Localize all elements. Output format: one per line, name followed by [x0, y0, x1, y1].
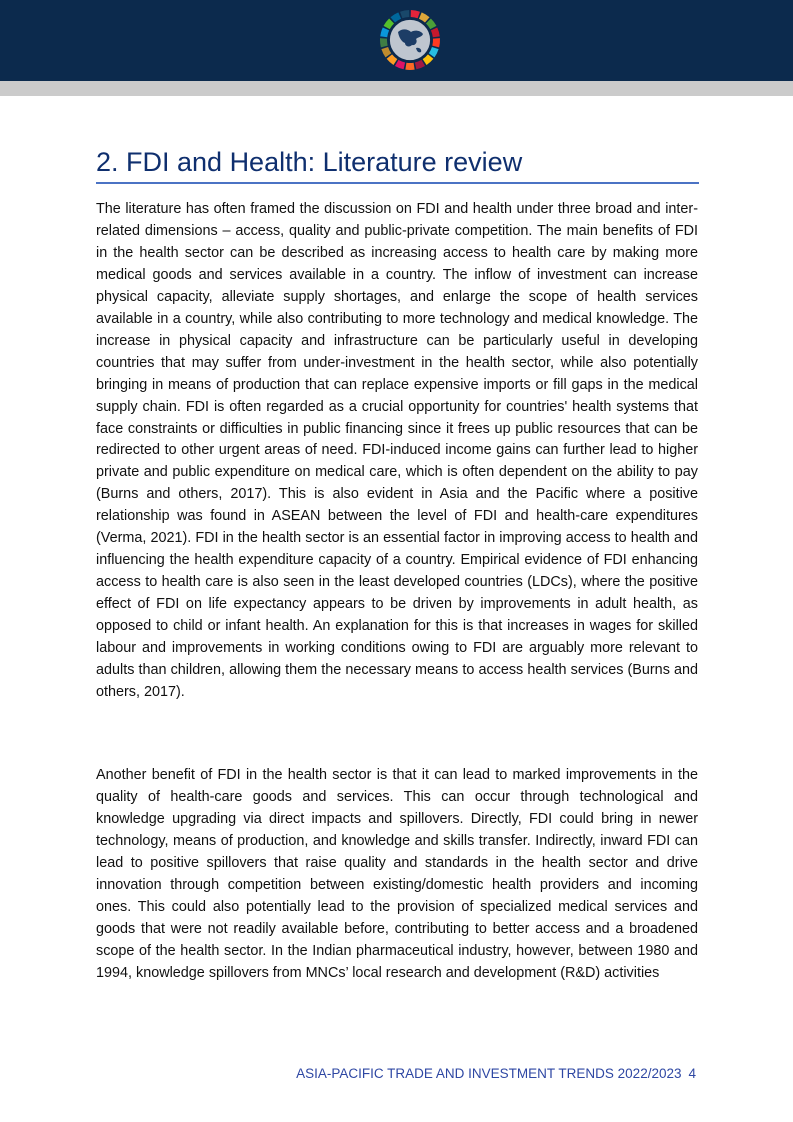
logo-ring-segment	[432, 38, 440, 47]
logo-ring-segment	[381, 47, 391, 57]
logo-ring-segment	[423, 54, 434, 65]
body-paragraph-1: The literature has often framed the discussion on FDI and health under three broad and inter-related dimensions – access, quality and public-private competition. The main benefits of FDI in the health sector can be described as increasing access to health care by making more medical goods and services available in a country. The inflow of investment can increase physical capacity, alleviate supply shortages, and enlarge the scope of health services available in a country, while also contributing to more technology and medical knowledge. The increase in physical capacity and infrastructure can be particularly useful in developing countries that may suffer from under-investment in the health sector, while also potentially bringing in means of production that can replace expensive imports or fill gaps in the medical supply chain. FDI is often regarded as a crucial opportunity for countries' health systems that face constraints or difficulties in public financing since it frees up public resources that can be redirected to other urgent areas of need. FDI-induced income gains can further lead to higher private and public expenditure on medical care, which is often dependent on the ability to pay (Burns and others, 2017). This is also evident in Asia and the Pacific where a positive relationship was found in ASEAN between the level of FDI and health-care expenditures (Verma, 2021). FDI in the health sector is an essential factor in improving access to health and influencing the health expenditure capacity of a country. Empirical evidence of FDI enhancing access to health care is also seen in the least developed countries (LDCs), where the positive effect of FDI on life expectancy appears to be driven by improvements in adult health, as opposed to child or infant health. An explanation for this is that increases in wages for skilled labour and improvements in working conditions owing to FDI are arguably more relevant to adults than children, allowing them the necessary means to access health services (Burns and others, 2017).	[96, 201, 698, 700]
page-number: 4	[688, 1066, 696, 1081]
logo-ring-segment	[415, 60, 425, 69]
logo-ring-segment	[405, 63, 414, 70]
logo-ring-segment	[429, 47, 439, 57]
logo-ring-segment	[419, 12, 430, 22]
logo-ring-segment	[426, 18, 436, 29]
logo-ring-segment	[387, 54, 398, 65]
body-paragraph-2: Another benefit of FDI in the health sector is that it can lead to marked improvements in the quality of health-care goods and services. This can occur through technological and knowledge upgrading via direct impacts and spillovers. Directly, FDI could bring in newer technology, means of production, and knowledge and skills transfer. Indirectly, inward FDI can lead to positive spillovers that raise quality and standards in the health sector and drive innovation through competition between existing/domestic health providers and incoming ones. This could also potentially lead to the provision of specialized medical services and goods that were not readily available before, contributing to better access and a broadened scope of the health sector. In the Indian pharmaceutical industry, however, between 1980 and 1994, knowledge spillovers from MNCs’ local research and development (R&D) activities	[96, 767, 698, 981]
footer-publication-title: ASIA-PACIFIC TRADE AND INVESTMENT TRENDS 2022/2023	[296, 1066, 682, 1081]
header-band	[0, 0, 793, 81]
sdg-globe-logo-icon	[378, 8, 442, 72]
logo-ring-segment	[400, 10, 409, 18]
logo-ring-segment	[411, 10, 420, 18]
header-divider-stripe	[0, 81, 793, 96]
logo-ring-segment	[395, 60, 405, 69]
logo-ring-segment	[390, 12, 401, 22]
page-footer	[296, 1066, 696, 1081]
logo-ring-segment	[384, 18, 394, 29]
logo-ring-segment	[380, 38, 388, 47]
page-title: 2. FDI and Health: Literature review	[96, 144, 699, 184]
logo-ring-segment	[431, 27, 440, 37]
logo-ring-segment	[380, 27, 389, 37]
